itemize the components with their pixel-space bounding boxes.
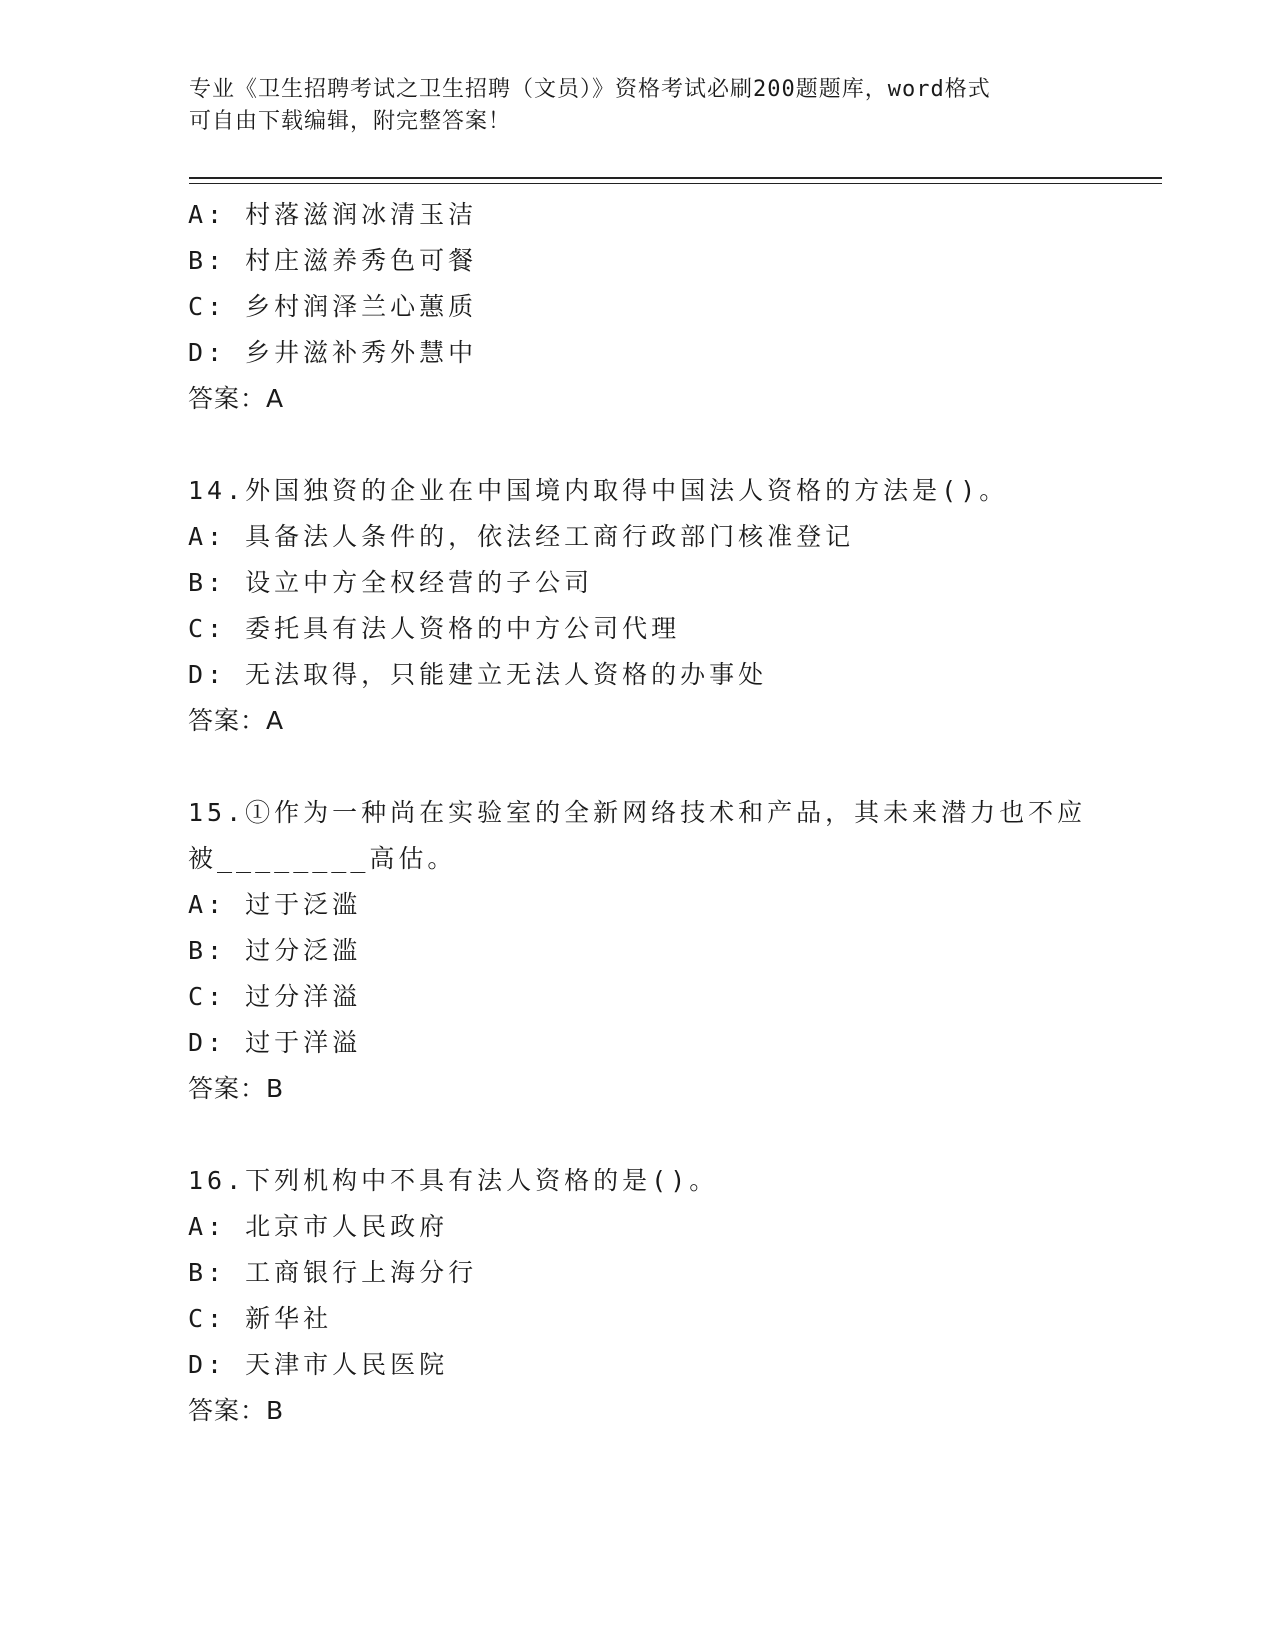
document-header — [189, 74, 1089, 138]
option-d: D: 乡井滋补秀外慧中 — [188, 338, 478, 367]
answer: 答案：A — [188, 706, 285, 735]
header-rule-thin — [189, 183, 1162, 184]
question-13 — [188, 192, 1148, 422]
option-b: B: 工商银行上海分行 — [188, 1258, 478, 1287]
option-d: D: 天津市人民医院 — [188, 1350, 449, 1379]
question-content — [188, 192, 1148, 1434]
option-b: B: 村庄滋养秀色可餐 — [188, 246, 478, 275]
question-14 — [188, 468, 1148, 744]
question-stem: 14.外国独资的企业在中国境内取得中国法人资格的方法是()。 — [188, 476, 1009, 505]
option-d: D: 过于洋溢 — [188, 1028, 362, 1057]
header-rule — [189, 177, 1162, 179]
question-stem: 16.下列机构中不具有法人资格的是()。 — [188, 1166, 719, 1195]
option-c: C: 新华社 — [188, 1304, 333, 1333]
option-c: C: 乡村润泽兰心蕙质 — [188, 292, 478, 321]
option-b: B: 设立中方全权经营的子公司 — [188, 568, 594, 597]
answer: 答案：A — [188, 384, 285, 413]
option-a: A: 具备法人条件的，依法经工商行政部门核准登记 — [188, 522, 855, 551]
option-c: C: 委托具有法人资格的中方公司代理 — [188, 614, 681, 643]
question-stem-line-1: 15.①作为一种尚在实验室的全新网络技术和产品，其未来潜力也不应 — [188, 798, 1087, 827]
option-a: A: 过于泛滥 — [188, 890, 362, 919]
option-b: B: 过分泛滥 — [188, 936, 362, 965]
option-d: D: 无法取得，只能建立无法人资格的办事处 — [188, 660, 768, 689]
answer: 答案：B — [188, 1396, 285, 1425]
question-16 — [188, 1158, 1148, 1434]
option-a: A: 村落滋润冰清玉洁 — [188, 200, 478, 229]
question-stem-line-2: 被________高估。 — [188, 844, 457, 873]
option-c: C: 过分洋溢 — [188, 982, 362, 1011]
option-a: A: 北京市人民政府 — [188, 1212, 449, 1241]
question-spacer — [188, 744, 1148, 790]
header-title-line-2: 可自由下载编辑，附完整答案！ — [189, 109, 512, 134]
answer: 答案：B — [188, 1074, 285, 1103]
question-15 — [188, 790, 1148, 1112]
question-spacer — [188, 1112, 1148, 1158]
header-title-line-1: 专业《卫生招聘考试之卫生招聘（文员）》资格考试必刷200题题库，word格式 — [189, 77, 991, 102]
question-spacer — [188, 422, 1148, 468]
